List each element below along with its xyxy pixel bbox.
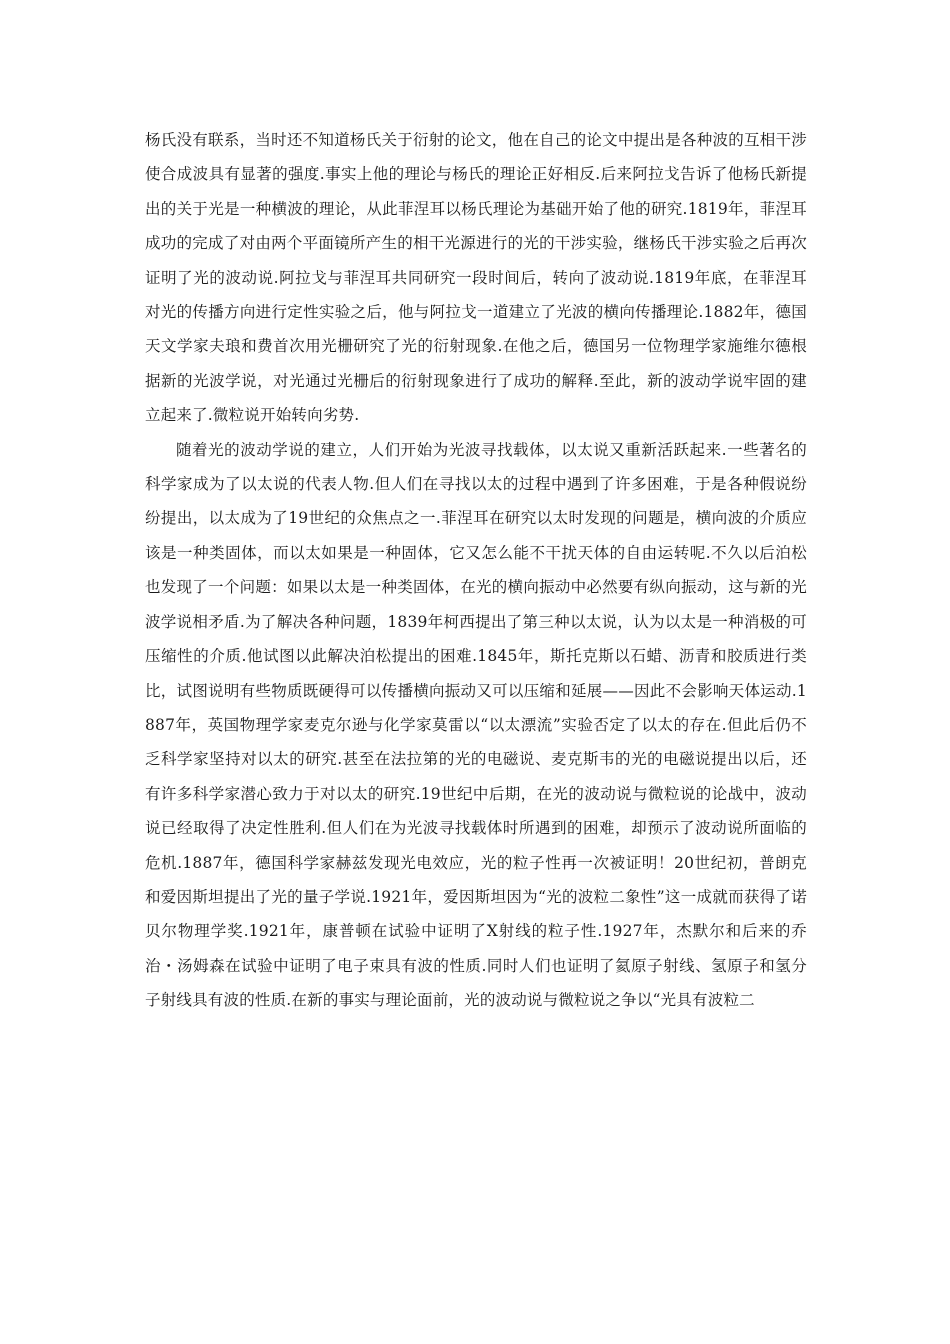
paragraph-2: 随着光的波动学说的建立，人们开始为光波寻找载体，以太说又重新活跃起来.一些著名的科学家成为了以太说的代表人物.但人们在寻找以太的过程中遇到了许多困难，于是各种假说纷纷提出，以太成为了19世纪的众焦点之一.菲涅耳在研究以太时发现的问题是，横向波的介质应该是一种类固体，而以太如果是一种固体，它又怎么能不干扰天体的自由运转呢.不久以后泊松也发现了一个问题：如果以太是一种类固体，在光的横向振动中必然要有纵向振动，这与新的光波学说相矛盾.为了解决各种问题，1839年柯西提出了第三种以太说，认为以太是一种消极的可压缩性的介质.他试图以此解决泊松提出的困难.1845年，斯托克斯以石蜡、沥青和胶质进行类比，试图说明有些物质既硬得可以传播横向振动又可以压缩和延展——因此不会影响天体运动.1887年，英国物理学家麦克尔逊与化学家莫雷以“以太漂流”实验否定了以太的存在.但此后仍不乏科学家坚持对以太的研究.甚至在法拉第的光的电磁说、麦克斯韦的光的电磁说提出以后，还有许多科学家潜心致力于对以太的研究.19世纪中后期，在光的波动说与微粒说的论战中，波动说已经取得了决定性胜利.但人们在为光波寻找载体时所遇到的困难，却预示了波动说所面临的危机.1887年，德国科学家赫兹发现光电效应，光的粒子性再一次被证明！20世纪初，普朗克和爱因斯坦提出了光的量子学说.1921年，爱因斯坦因为“光的波粒二象性”这一成就而获得了诺贝尔物理学奖.1921年，康普顿在试验中证明了X射线的粒子性.1927年，杰默尔和后来的乔治・汤姆森在试验中证明了电子束具有波的性质.同时人们也证明了氦原子射线、氢原子和氢分子射线具有波的性质.在新的事实与理论面前，光的波动说与微粒说之争以“光具有波粒二 [145,440,807,1010]
document-body [145,123,807,1018]
paragraph-1: 杨氏没有联系，当时还不知道杨氏关于衍射的论文，他在自己的论文中提出是各种波的互相干涉使合成波具有显著的强度.事实上他的理论与杨氏的理论正好相反.后来阿拉戈告诉了他杨氏新提出的关于光是一种横波的理论，从此菲涅耳以杨氏理论为基础开始了他的研究.1819年，菲涅耳成功的完成了对由两个平面镜所产生的相干光源进行的光的干涉实验，继杨氏干涉实验之后再次证明了光的波动说.阿拉戈与菲涅耳共同研究一段时间后，转向了波动说.1819年底，在菲涅耳对光的传播方向进行定性实验之后，他与阿拉戈一道建立了光波的横向传播理论.1882年，德国天文学家夫琅和费首次用光栅研究了光的衍射现象.在他之后，德国另一位物理学家施维尔德根据新的光波学说，对光通过光栅后的衍射现象进行了成功的解释.至此，新的波动学说牢固的建立起来了.微粒说开始转向劣势. [145,131,807,425]
